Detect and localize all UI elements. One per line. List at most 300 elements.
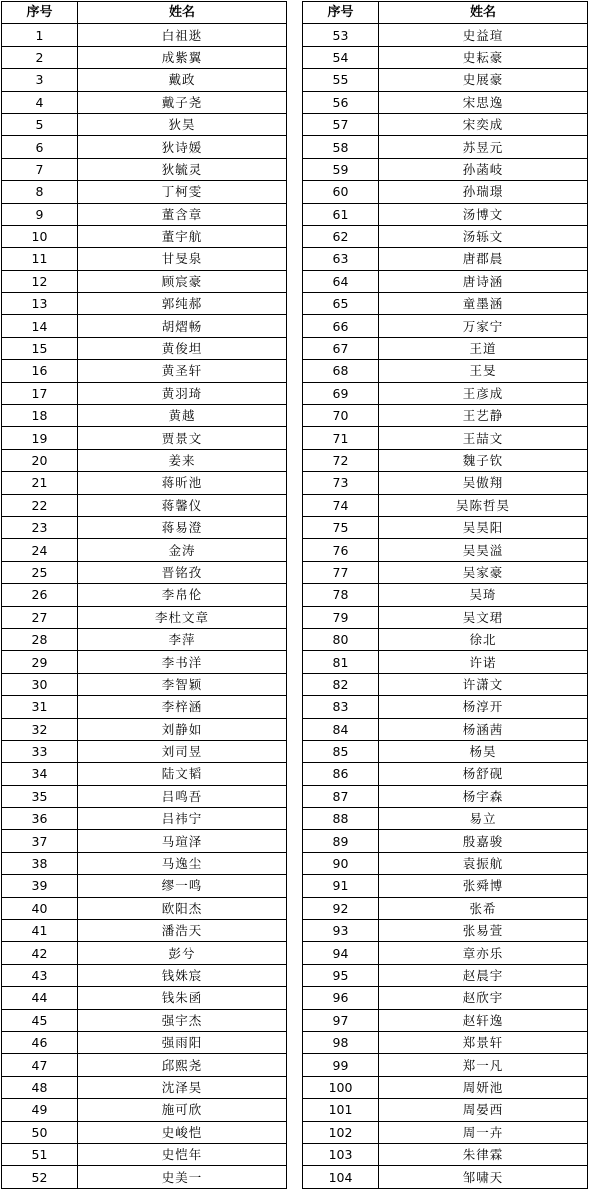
table-row <box>303 920 588 942</box>
row-number: 37 <box>2 830 78 852</box>
student-name: 郑一凡 <box>379 1054 588 1076</box>
student-name: 袁振航 <box>379 852 588 874</box>
table-row <box>303 673 588 695</box>
table-row <box>2 158 287 180</box>
row-number: 90 <box>303 852 379 874</box>
header-name: 姓名 <box>78 2 287 24</box>
table-row <box>2 1076 287 1098</box>
row-number: 35 <box>2 785 78 807</box>
row-number: 98 <box>303 1031 379 1053</box>
student-name: 欧阳杰 <box>78 897 287 919</box>
row-number: 96 <box>303 987 379 1009</box>
roster-body-left <box>2 24 287 1188</box>
table-row <box>303 987 588 1009</box>
row-number: 75 <box>303 516 379 538</box>
table-row <box>2 584 287 606</box>
table-row <box>2 225 287 247</box>
row-number: 18 <box>2 405 78 427</box>
row-number: 40 <box>2 897 78 919</box>
table-row <box>2 1099 287 1121</box>
student-name: 吴文珺 <box>379 606 588 628</box>
student-name: 苏昱元 <box>379 136 588 158</box>
student-name: 唐诗涵 <box>379 270 588 292</box>
table-row <box>2 24 287 46</box>
row-number: 57 <box>303 113 379 135</box>
student-name: 赵轩逸 <box>379 1009 588 1031</box>
table-row <box>2 561 287 583</box>
student-name: 徐北 <box>379 628 588 650</box>
table-row <box>2 1166 287 1188</box>
student-name: 施可欣 <box>78 1099 287 1121</box>
row-number: 7 <box>2 158 78 180</box>
row-number: 45 <box>2 1009 78 1031</box>
table-row <box>303 1166 588 1188</box>
table-row <box>2 449 287 471</box>
row-number: 100 <box>303 1076 379 1098</box>
table-row <box>2 628 287 650</box>
table-row <box>303 382 588 404</box>
table-row <box>303 696 588 718</box>
table-row <box>2 785 287 807</box>
row-number: 67 <box>303 337 379 359</box>
row-number: 87 <box>303 785 379 807</box>
student-name: 吴昊溢 <box>379 539 588 561</box>
row-number: 12 <box>2 270 78 292</box>
student-name: 易立 <box>379 808 588 830</box>
student-name: 蒋昕池 <box>78 472 287 494</box>
table-row <box>2 136 287 158</box>
student-name: 张舜博 <box>379 875 588 897</box>
row-number: 73 <box>303 472 379 494</box>
table-row <box>2 472 287 494</box>
student-name: 章亦乐 <box>379 942 588 964</box>
student-name: 姜来 <box>78 449 287 471</box>
row-number: 83 <box>303 696 379 718</box>
student-name: 狄诗媛 <box>78 136 287 158</box>
table-row <box>2 718 287 740</box>
row-number: 48 <box>2 1076 78 1098</box>
row-number: 34 <box>2 763 78 785</box>
table-row <box>303 1143 588 1165</box>
row-number: 21 <box>2 472 78 494</box>
table-row <box>303 203 588 225</box>
table-row <box>2 405 287 427</box>
row-number: 78 <box>303 584 379 606</box>
student-name: 张易萱 <box>379 920 588 942</box>
student-name: 黄俊坦 <box>78 337 287 359</box>
table-row <box>303 113 588 135</box>
table-row <box>303 405 588 427</box>
row-number: 14 <box>2 315 78 337</box>
table-row <box>2 248 287 270</box>
student-name: 晋铭孜 <box>78 561 287 583</box>
table-row <box>2 113 287 135</box>
student-name: 蒋馨仪 <box>78 494 287 516</box>
row-number: 81 <box>303 651 379 673</box>
row-number: 64 <box>303 270 379 292</box>
row-number: 13 <box>2 293 78 315</box>
student-name: 李萍 <box>78 628 287 650</box>
student-name: 王彦成 <box>379 382 588 404</box>
row-number: 54 <box>303 46 379 68</box>
row-number: 93 <box>303 920 379 942</box>
row-number: 84 <box>303 718 379 740</box>
table-row <box>2 1143 287 1165</box>
table-row <box>303 852 588 874</box>
row-number: 22 <box>2 494 78 516</box>
table-row <box>2 270 287 292</box>
student-name: 唐郡晨 <box>379 248 588 270</box>
student-name: 王喆文 <box>379 427 588 449</box>
student-name: 万家宁 <box>379 315 588 337</box>
table-row <box>303 360 588 382</box>
row-number: 36 <box>2 808 78 830</box>
row-number: 6 <box>2 136 78 158</box>
student-name: 杨宇森 <box>379 785 588 807</box>
student-name: 吕祎宁 <box>78 808 287 830</box>
header-row <box>303 2 588 24</box>
table-row <box>303 808 588 830</box>
table-row <box>2 494 287 516</box>
row-number: 23 <box>2 516 78 538</box>
row-number: 56 <box>303 91 379 113</box>
row-number: 66 <box>303 315 379 337</box>
student-name: 缪一鸣 <box>78 875 287 897</box>
table-row <box>2 315 287 337</box>
student-name: 朱律霖 <box>379 1143 588 1165</box>
row-number: 16 <box>2 360 78 382</box>
student-name: 史耘豪 <box>379 46 588 68</box>
row-number: 31 <box>2 696 78 718</box>
table-row <box>2 897 287 919</box>
header-name: 姓名 <box>379 2 588 24</box>
row-number: 70 <box>303 405 379 427</box>
row-number: 19 <box>2 427 78 449</box>
row-number: 65 <box>303 293 379 315</box>
student-name: 魏子钦 <box>379 449 588 471</box>
row-number: 41 <box>2 920 78 942</box>
row-number: 68 <box>303 360 379 382</box>
table-row <box>303 830 588 852</box>
row-number: 29 <box>2 651 78 673</box>
table-row <box>303 181 588 203</box>
table-row <box>2 875 287 897</box>
table-row <box>303 293 588 315</box>
student-name: 汤轹文 <box>379 225 588 247</box>
table-row <box>2 69 287 91</box>
header-number: 序号 <box>303 2 379 24</box>
row-number: 82 <box>303 673 379 695</box>
row-number: 25 <box>2 561 78 583</box>
table-row <box>303 449 588 471</box>
table-row <box>303 785 588 807</box>
student-name: 吴陈哲昊 <box>379 494 588 516</box>
row-number: 86 <box>303 763 379 785</box>
table-row <box>303 897 588 919</box>
row-number: 89 <box>303 830 379 852</box>
student-name: 史美一 <box>78 1166 287 1188</box>
student-name: 郑景轩 <box>379 1031 588 1053</box>
row-number: 102 <box>303 1121 379 1143</box>
row-number: 3 <box>2 69 78 91</box>
row-number: 61 <box>303 203 379 225</box>
table-row <box>2 606 287 628</box>
row-number: 74 <box>303 494 379 516</box>
row-number: 27 <box>2 606 78 628</box>
table-row <box>2 337 287 359</box>
table-row <box>303 337 588 359</box>
student-name: 孙菡岐 <box>379 158 588 180</box>
table-row <box>2 516 287 538</box>
row-number: 28 <box>2 628 78 650</box>
student-name: 李杜文章 <box>78 606 287 628</box>
row-number: 30 <box>2 673 78 695</box>
row-number: 15 <box>2 337 78 359</box>
table-row <box>303 46 588 68</box>
table-row <box>2 651 287 673</box>
row-number: 76 <box>303 539 379 561</box>
student-name: 钱朱函 <box>78 987 287 1009</box>
student-name: 史展豪 <box>379 69 588 91</box>
row-number: 88 <box>303 808 379 830</box>
table-row <box>2 382 287 404</box>
table-row <box>2 942 287 964</box>
student-name: 王艺静 <box>379 405 588 427</box>
row-number: 47 <box>2 1054 78 1076</box>
student-name: 史益瑄 <box>379 24 588 46</box>
table-row <box>303 584 588 606</box>
student-name: 沈泽昊 <box>78 1076 287 1098</box>
student-name: 董宇航 <box>78 225 287 247</box>
table-row <box>303 740 588 762</box>
table-row <box>303 628 588 650</box>
student-name: 马瑄泽 <box>78 830 287 852</box>
row-number: 72 <box>303 449 379 471</box>
student-name: 吕鸣吾 <box>78 785 287 807</box>
student-name: 邱熙尧 <box>78 1054 287 1076</box>
table-row <box>2 673 287 695</box>
table-row <box>2 360 287 382</box>
row-number: 62 <box>303 225 379 247</box>
student-name: 马逸尘 <box>78 852 287 874</box>
student-name: 王旻 <box>379 360 588 382</box>
row-number: 24 <box>2 539 78 561</box>
table-row <box>303 494 588 516</box>
student-name: 杨淳开 <box>379 696 588 718</box>
table-row <box>2 1031 287 1053</box>
roster-table-left <box>1 1 287 1189</box>
student-name: 周晏西 <box>379 1099 588 1121</box>
student-name: 吴琦 <box>379 584 588 606</box>
row-number: 53 <box>303 24 379 46</box>
table-row <box>2 696 287 718</box>
row-number: 39 <box>2 875 78 897</box>
student-name: 李智颖 <box>78 673 287 695</box>
row-number: 32 <box>2 718 78 740</box>
row-number: 42 <box>2 942 78 964</box>
row-number: 99 <box>303 1054 379 1076</box>
student-name: 杨涵茜 <box>379 718 588 740</box>
row-number: 44 <box>2 987 78 1009</box>
table-row <box>303 270 588 292</box>
row-number: 8 <box>2 181 78 203</box>
table-row <box>303 561 588 583</box>
student-name: 史恺年 <box>78 1143 287 1165</box>
student-name: 顾宸豪 <box>78 270 287 292</box>
row-number: 60 <box>303 181 379 203</box>
student-name: 杨舒砚 <box>379 763 588 785</box>
header-number: 序号 <box>2 2 78 24</box>
table-row <box>2 1054 287 1076</box>
row-number: 55 <box>303 69 379 91</box>
row-number: 50 <box>2 1121 78 1143</box>
student-name: 刘静如 <box>78 718 287 740</box>
student-name: 童墨涵 <box>379 293 588 315</box>
row-number: 63 <box>303 248 379 270</box>
table-row <box>2 852 287 874</box>
row-number: 51 <box>2 1143 78 1165</box>
student-name: 陆文韬 <box>78 763 287 785</box>
student-name: 戴政 <box>78 69 287 91</box>
row-number: 1 <box>2 24 78 46</box>
student-name: 邹啸天 <box>379 1166 588 1188</box>
table-row <box>2 920 287 942</box>
table-row <box>303 875 588 897</box>
student-name: 黄越 <box>78 405 287 427</box>
student-name: 李书洋 <box>78 651 287 673</box>
row-number: 43 <box>2 964 78 986</box>
student-name: 赵晨宇 <box>379 964 588 986</box>
student-name: 黄圣轩 <box>78 360 287 382</box>
student-name: 钱姝宸 <box>78 964 287 986</box>
table-row <box>303 964 588 986</box>
student-name: 狄毓灵 <box>78 158 287 180</box>
table-row <box>303 91 588 113</box>
row-number: 10 <box>2 225 78 247</box>
row-number: 85 <box>303 740 379 762</box>
table-row <box>2 46 287 68</box>
table-row <box>2 203 287 225</box>
student-name: 胡熠畅 <box>78 315 287 337</box>
student-name: 强雨阳 <box>78 1031 287 1053</box>
row-number: 79 <box>303 606 379 628</box>
student-name: 彭兮 <box>78 942 287 964</box>
student-name: 张希 <box>379 897 588 919</box>
table-row <box>303 24 588 46</box>
student-name: 吴家豪 <box>379 561 588 583</box>
table-row <box>2 1009 287 1031</box>
student-name: 狄昊 <box>78 113 287 135</box>
table-row <box>2 427 287 449</box>
table-row <box>2 808 287 830</box>
student-name: 丁柯雯 <box>78 181 287 203</box>
row-number: 49 <box>2 1099 78 1121</box>
student-name: 史峻恺 <box>78 1121 287 1143</box>
row-number: 91 <box>303 875 379 897</box>
table-row <box>303 1076 588 1098</box>
table-row <box>2 1121 287 1143</box>
student-name: 郭纯郝 <box>78 293 287 315</box>
student-name: 周一卉 <box>379 1121 588 1143</box>
table-row <box>2 964 287 986</box>
student-name: 金涛 <box>78 539 287 561</box>
table-row <box>2 987 287 1009</box>
student-name: 王道 <box>379 337 588 359</box>
row-number: 104 <box>303 1166 379 1188</box>
row-number: 92 <box>303 897 379 919</box>
row-number: 20 <box>2 449 78 471</box>
student-name: 周妍池 <box>379 1076 588 1098</box>
row-number: 69 <box>303 382 379 404</box>
student-name: 蒋易澄 <box>78 516 287 538</box>
table-row <box>303 606 588 628</box>
row-number: 11 <box>2 248 78 270</box>
student-name: 刘司昱 <box>78 740 287 762</box>
table-row <box>2 293 287 315</box>
table-row <box>303 1009 588 1031</box>
table-row <box>303 136 588 158</box>
row-number: 9 <box>2 203 78 225</box>
student-name: 殷嘉骏 <box>379 830 588 852</box>
table-row <box>2 830 287 852</box>
row-number: 97 <box>303 1009 379 1031</box>
table-row <box>303 1054 588 1076</box>
row-number: 101 <box>303 1099 379 1121</box>
student-name: 汤博文 <box>379 203 588 225</box>
student-name: 杨昊 <box>379 740 588 762</box>
student-name: 潘浩天 <box>78 920 287 942</box>
student-name: 孙瑞璟 <box>379 181 588 203</box>
student-name: 黄羽琦 <box>78 382 287 404</box>
row-number: 5 <box>2 113 78 135</box>
student-name: 宋思逸 <box>379 91 588 113</box>
student-name: 李梓涵 <box>78 696 287 718</box>
row-number: 58 <box>303 136 379 158</box>
student-name: 白祖逖 <box>78 24 287 46</box>
row-number: 103 <box>303 1143 379 1165</box>
student-name: 宋奕成 <box>379 113 588 135</box>
table-row <box>303 763 588 785</box>
row-number: 71 <box>303 427 379 449</box>
row-number: 46 <box>2 1031 78 1053</box>
table-row <box>303 516 588 538</box>
table-row <box>303 69 588 91</box>
row-number: 52 <box>2 1166 78 1188</box>
table-row <box>303 472 588 494</box>
table-row <box>2 91 287 113</box>
roster-body-right <box>303 24 588 1188</box>
table-row <box>303 158 588 180</box>
table-row <box>303 427 588 449</box>
table-row <box>303 1121 588 1143</box>
roster-table-right <box>302 1 588 1189</box>
student-name: 董含章 <box>78 203 287 225</box>
table-row <box>303 651 588 673</box>
table-row <box>303 1099 588 1121</box>
table-row <box>303 1031 588 1053</box>
row-number: 38 <box>2 852 78 874</box>
row-number: 80 <box>303 628 379 650</box>
student-name: 戴子尧 <box>78 91 287 113</box>
table-row <box>2 740 287 762</box>
row-number: 17 <box>2 382 78 404</box>
student-name: 吴昊阳 <box>379 516 588 538</box>
table-row <box>303 315 588 337</box>
student-name: 许潇文 <box>379 673 588 695</box>
row-number: 77 <box>303 561 379 583</box>
table-row <box>2 763 287 785</box>
table-row <box>303 225 588 247</box>
